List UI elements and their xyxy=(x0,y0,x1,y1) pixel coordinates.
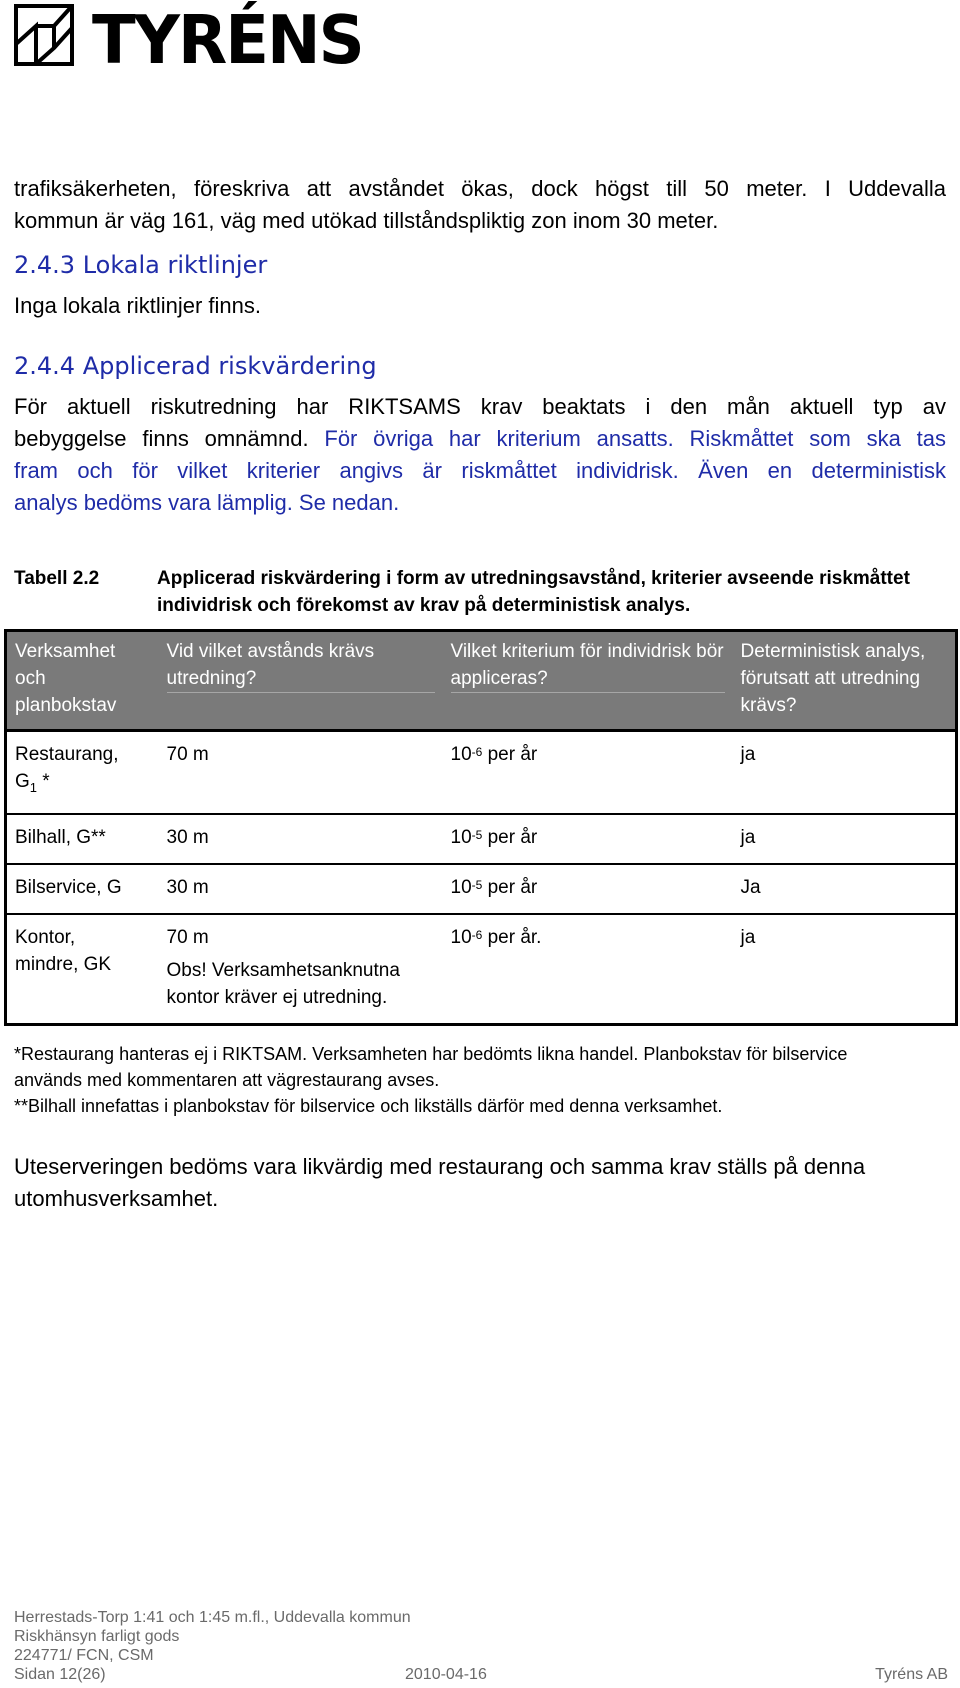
table-cell: $10^{-6}$ per år. xyxy=(450,926,542,948)
paragraph-line: kommun är väg 161, väg med utökad tillståndspliktig zon inom 30 meter. xyxy=(14,208,719,233)
text-run-blue: För övriga har kriterium ansatts. xyxy=(324,426,674,451)
table-cell: ja xyxy=(740,926,756,948)
section-heading-2-4-4: 2.4.4 Applicerad riskvärdering xyxy=(14,352,377,380)
table-label: Tabell 2.2 xyxy=(14,568,100,589)
table-cell: 70 m Obs! Verksamhetsanknutna kontor kräver ej utredning. xyxy=(166,926,400,1008)
table-footnotes xyxy=(14,1041,954,1119)
table-row xyxy=(6,731,957,814)
table-cell: 30 m xyxy=(166,826,209,848)
paragraph-line xyxy=(14,455,946,487)
logo-wordmark: TYRÉNS xyxy=(92,1,363,80)
table-cell: ja xyxy=(740,826,756,848)
text-run-blue: fram och för vilket kriterier angivs är riskmåttet individrisk. xyxy=(14,458,679,483)
header-cell: Vilket kriterium för individrisk bör appliceras? xyxy=(443,631,733,731)
footer-page-number: Sidan 12(26) xyxy=(14,1666,106,1683)
caption-line: Applicerad riskvärdering i form av utredningsavstånd, kriterier avseende riskmåttet xyxy=(157,568,910,589)
footer-title: Riskhänsyn farligt gods xyxy=(14,1628,180,1645)
risk-criteria-table xyxy=(4,629,958,1026)
header-cell: Deterministisk analys, förutsatt att utredning krävs? xyxy=(733,631,957,731)
paragraph-line: För aktuell riskutredning har RIKTSAMS krav beaktats i den mån aktuell typ av xyxy=(14,394,946,419)
paragraph-line xyxy=(14,423,946,455)
table-cell: Kontor, mindre, GK xyxy=(15,926,112,975)
table-cell: $10^{-5}$ per år xyxy=(450,826,538,848)
table-cell: 30 m xyxy=(166,876,209,898)
table-row xyxy=(6,864,957,914)
table-cell: $10^{-6}$ per år xyxy=(450,744,538,765)
closing-paragraph xyxy=(14,1151,954,1215)
table-cell: $10^{-5}$ per år xyxy=(450,876,538,898)
text-run: bebyggelse finns omnämnd. xyxy=(14,426,325,451)
paragraph-line: analys bedöms vara lämplig. Se nedan. xyxy=(14,490,400,515)
paragraph-line: Inga lokala riktlinjer finns. xyxy=(14,293,262,318)
footnote-line: används med kommentaren att vägrestaurang avses. xyxy=(14,1070,440,1090)
text-run-blue: Även en deterministisk xyxy=(678,458,946,483)
header-cell: Vid vilket avstånds krävs utredning? xyxy=(159,631,443,731)
logo-mark-icon xyxy=(14,4,78,68)
table-row xyxy=(6,914,957,1025)
table-row xyxy=(6,814,957,864)
footnote-line: *Restaurang hanteras ej i RIKTSAM. Verksamheten har bedömts likna handel. Planbokstav för bilservice xyxy=(14,1044,848,1064)
caption-line: individrisk och förekomst av krav på deterministisk analys. xyxy=(157,595,691,616)
section-heading-2-4-3: 2.4.3 Lokala riktlinjer xyxy=(14,251,268,279)
footer-ref: 224771/ FCN, CSM xyxy=(14,1647,154,1664)
footnote-line: **Bilhall innefattas i planbokstav för bilservice och likställs därför med denna verksamhet. xyxy=(14,1096,723,1116)
table-cell: Restaurang, $G_1$ * xyxy=(15,744,119,795)
table-cell: Bilhall, G** xyxy=(15,826,106,848)
table-cell: Bilservice, G xyxy=(15,876,122,898)
table-caption xyxy=(157,565,947,619)
paragraph-line: utomhusverksamhet. xyxy=(14,1186,219,1211)
footer-project: Herrestads-Torp 1:41 och 1:45 m.fl., Uddevalla kommun xyxy=(14,1609,411,1626)
header-cell: Verksamhet och planbokstav xyxy=(6,631,159,731)
paragraph-line: Uteserveringen bedöms vara likvärdig med restaurang och samma krav ställs på denna xyxy=(14,1154,866,1179)
footer-company: Tyréns AB xyxy=(875,1666,948,1683)
table-cell: Ja xyxy=(740,876,761,898)
table-cell: 70 m xyxy=(166,744,209,765)
footer-date: 2010-04-16 xyxy=(405,1666,487,1683)
text-run-blue: Riskmåttet som ska tas xyxy=(673,426,946,451)
table-cell: ja xyxy=(740,744,756,765)
company-logo xyxy=(14,1,363,80)
table-header-row xyxy=(6,631,957,731)
paragraph-line: trafiksäkerheten, föreskriva att avståndet ökas, dock högst till 50 meter. I Uddevalla xyxy=(14,176,946,201)
